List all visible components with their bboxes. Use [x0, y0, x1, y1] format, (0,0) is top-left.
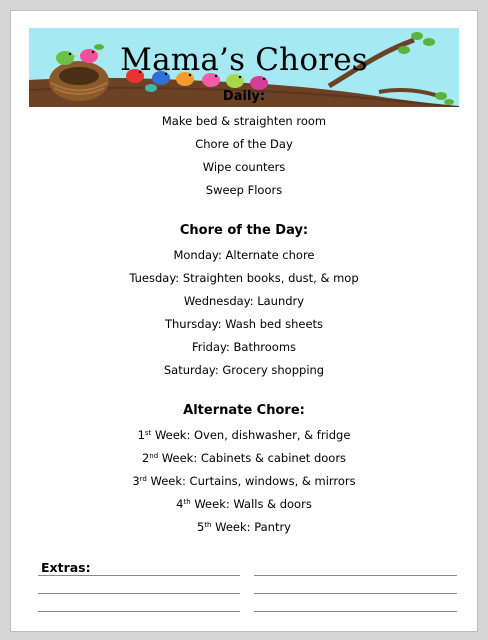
daily-heading: Daily:: [222, 89, 266, 104]
write-in-line: [38, 611, 240, 612]
chore-of-day-item: Tuesday: Straighten books, dust, & mop: [129, 271, 359, 285]
alternate-chore-heading: Alternate Chore:: [183, 403, 305, 418]
chore-of-day-item: Monday: Alternate chore: [173, 248, 315, 262]
daily-item: Sweep Floors: [205, 183, 283, 197]
write-in-line: [254, 611, 457, 612]
daily-item: Wipe counters: [202, 160, 286, 174]
alternate-chore-item: 2nd Week: Cabinets & cabinet doors: [141, 451, 347, 465]
chore-sheet: [10, 10, 478, 632]
chore-of-day-item: Wednesday: Laundry: [183, 294, 305, 308]
alternate-chore-item: 1st Week: Oven, dishwasher, & fridge: [137, 428, 351, 442]
alternate-chore-item: 4th Week: Walls & doors: [176, 497, 312, 511]
daily-item: Make bed & straighten room: [161, 114, 327, 128]
write-in-line: [38, 575, 240, 576]
page-title: Mama’s Chores: [120, 42, 368, 78]
bird-magenta: [250, 76, 268, 90]
chore-of-day-item: Friday: Bathrooms: [191, 340, 297, 354]
write-in-line: [38, 593, 240, 594]
extras-label: Extras:: [41, 560, 91, 575]
chore-of-day-heading: Chore of the Day:: [179, 223, 309, 238]
write-in-line: [254, 575, 457, 576]
daily-item: Chore of the Day: [195, 137, 293, 151]
chore-of-day-item: Thursday: Wash bed sheets: [164, 317, 324, 331]
alternate-chore-item: 5th Week: Pantry: [196, 520, 291, 534]
write-in-line: [254, 593, 457, 594]
chore-of-day-item: Saturday: Grocery shopping: [163, 363, 325, 377]
alternate-chore-item: 3rd Week: Curtains, windows, & mirrors: [132, 474, 356, 488]
leaf: [411, 32, 423, 40]
